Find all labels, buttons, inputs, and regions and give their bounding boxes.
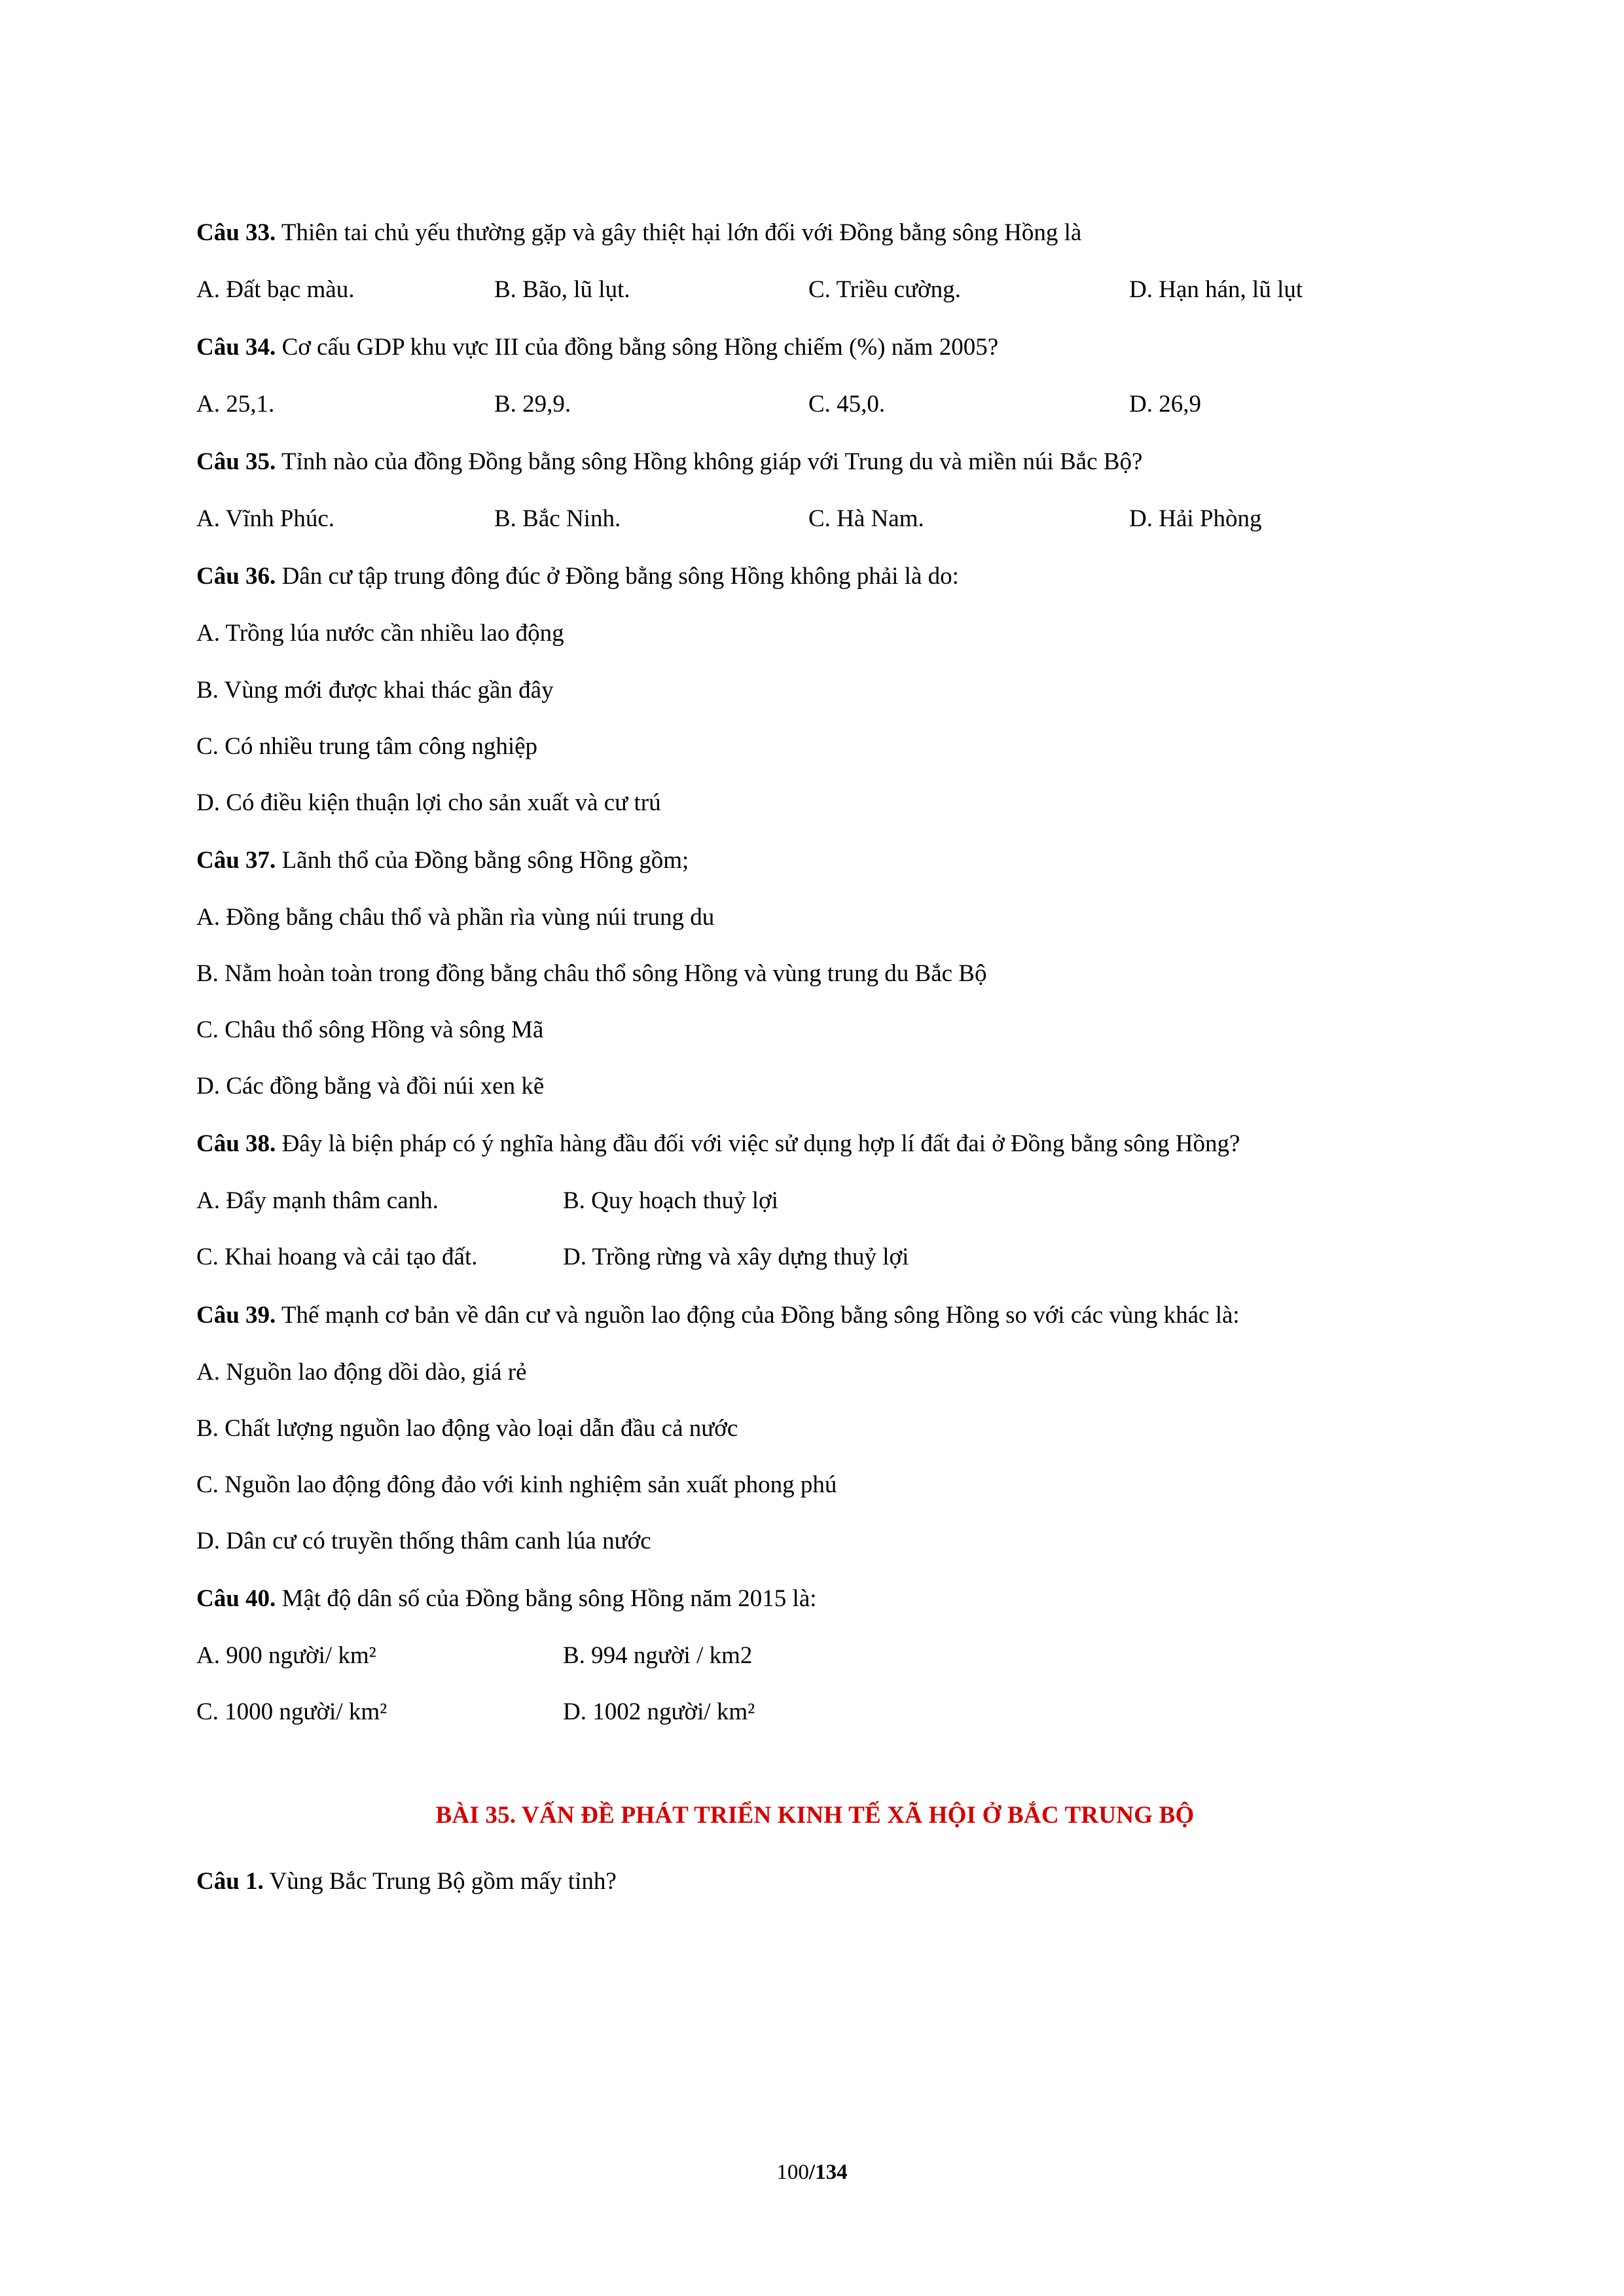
question-stem [196, 331, 1434, 364]
question-block [196, 1127, 1434, 1273]
question-label: Câu 36. [196, 563, 276, 590]
question-stem [196, 560, 1434, 593]
question-text: Thiên tai chủ yếu thường gặp và gây thiệt hại lớn đối với Đồng bằng sông Hồng là [281, 219, 1082, 246]
option-b[interactable]: B. Bắc Ninh. [494, 505, 621, 533]
question-stem [196, 1582, 1434, 1615]
option-b[interactable]: B. Nằm hoàn toàn trong đồng bằng châu thổ sông Hồng và vùng trung du Bắc Bộ [196, 960, 987, 987]
question-block [196, 445, 1434, 535]
page-footer [0, 2161, 1624, 2185]
question-block [196, 1582, 1434, 1728]
question-text: Dân cư tập trung đông đúc ở Đồng bằng sông Hồng không phải là do: [281, 563, 959, 590]
footer-separator: / [808, 2161, 816, 2184]
question-stem [196, 445, 1434, 478]
option-c[interactable]: C. Triều cường. [808, 276, 961, 304]
question-text: Vùng Bắc Trung Bộ gồm mấy tỉnh? [269, 1868, 617, 1895]
question-text: Đây là biện pháp có ý nghĩa hàng đầu đối với việc sử dụng hợp lí đất đai ở Đồng bằng sông Hồng? [281, 1130, 1240, 1158]
question-label: Câu 38. [196, 1130, 276, 1158]
option-d[interactable]: D. Có điều kiện thuận lợi cho sản xuất và cư trú [196, 789, 661, 816]
option-d[interactable]: D. Dân cư có truyền thống thâm canh lúa nước [196, 1527, 651, 1554]
option-b[interactable]: B. Vùng mới được khai thác gần đây [196, 676, 554, 704]
option-d[interactable]: D. Các đồng bằng và đồi núi xen kẽ [196, 1073, 545, 1100]
footer-current-page: 100 [776, 2161, 809, 2184]
question-text: Mật độ dân số của Đồng bằng sông Hồng năm 2015 là: [281, 1585, 817, 1612]
option-d[interactable]: D. 1002 người/ km² [563, 1698, 755, 1726]
question-label: Câu 33. [196, 219, 276, 246]
question-label: Câu 34. [196, 334, 276, 361]
option-d[interactable]: D. Hạn hán, lũ lụt [1129, 276, 1303, 304]
option-b[interactable]: B. Quy hoạch thuỷ lợi [563, 1187, 778, 1215]
question-block [196, 1299, 1434, 1557]
question-stem [196, 1299, 1434, 1332]
option-b[interactable]: B. 29,9. [494, 391, 571, 418]
option-b[interactable]: B. 994 người / km2 [563, 1641, 753, 1669]
question-stem [196, 216, 1434, 249]
option-b[interactable]: B. Bão, lũ lụt. [494, 276, 630, 304]
option-row [196, 503, 1434, 535]
option-d[interactable]: D. Hải Phòng [1129, 505, 1262, 533]
question-label: Câu 37. [196, 846, 276, 874]
option-row [196, 389, 1434, 420]
question-stem [196, 844, 1434, 877]
option-a[interactable]: A. 900 người/ km² [196, 1641, 376, 1669]
option-c[interactable]: C. 1000 người/ km² [196, 1698, 388, 1726]
question-text: Lãnh thổ của Đồng bằng sông Hồng gồm; [281, 846, 689, 874]
option-a[interactable]: A. Đất bạc màu. [196, 276, 355, 304]
option-d[interactable]: D. Trồng rừng và xây dựng thuỷ lợi [563, 1244, 909, 1271]
option-row [196, 1185, 1434, 1217]
option-c[interactable]: C. Khai hoang và cải tạo đất. [196, 1244, 478, 1271]
question-stem [196, 1865, 1434, 1898]
option-a[interactable]: A. Vĩnh Phúc. [196, 505, 335, 533]
option-c[interactable]: C. 45,0. [808, 391, 886, 418]
question-stem [196, 1127, 1434, 1160]
option-a[interactable]: A. Trồng lúa nước cần nhiều lao động [196, 620, 564, 647]
option-a[interactable]: A. Nguồn lao động dồi dào, giá rẻ [196, 1358, 527, 1386]
question-block [196, 560, 1434, 818]
section-heading: BÀI 35. VẤN ĐỀ PHÁT TRIỂN KINH TẾ XÃ HỘI Ở BẮC TRUNG BỘ [435, 1802, 1195, 1829]
option-a[interactable]: A. Đồng bằng châu thổ và phần rìa vùng núi trung du [196, 903, 715, 931]
option-a[interactable]: A. Đẩy mạnh thâm canh. [196, 1187, 439, 1215]
question-label: Câu 35. [196, 448, 276, 476]
question-text: Tỉnh nào của đồng Đồng bằng sông Hồng không giáp với Trung du và miền núi Bắc Bộ? [281, 448, 1143, 476]
option-row [196, 1242, 1434, 1273]
question-block [196, 331, 1434, 420]
question-block [196, 216, 1434, 306]
question-block [196, 844, 1434, 1102]
option-row [196, 1696, 1434, 1728]
question-label: Câu 1. [196, 1868, 264, 1895]
footer-total-pages: 134 [815, 2161, 848, 2184]
option-b[interactable]: B. Chất lượng nguồn lao động vào loại dẫn đầu cả nước [196, 1414, 738, 1442]
option-c[interactable]: C. Châu thổ sông Hồng và sông Mã [196, 1016, 544, 1044]
question-label: Câu 40. [196, 1585, 276, 1612]
question-label: Câu 39. [196, 1301, 276, 1329]
option-row [196, 1640, 1434, 1672]
option-c[interactable]: C. Nguồn lao động đông đảo với kinh nghiệm sản xuất phong phú [196, 1471, 837, 1498]
question-text: Thế mạnh cơ bản về dân cư và nguồn lao động của Đồng bằng sông Hồng so với các vùng khác là: [281, 1301, 1240, 1329]
option-row [196, 274, 1434, 306]
option-c[interactable]: C. Hà Nam. [808, 505, 924, 533]
question-text: Cơ cấu GDP khu vực III của đồng bằng sông Hồng chiếm (%) năm 2005? [281, 334, 999, 361]
option-a[interactable]: A. 25,1. [196, 391, 275, 418]
page-content [196, 216, 1434, 1898]
option-d[interactable]: D. 26,9 [1129, 391, 1201, 418]
option-c[interactable]: C. Có nhiều trung tâm công nghiệp [196, 732, 538, 760]
